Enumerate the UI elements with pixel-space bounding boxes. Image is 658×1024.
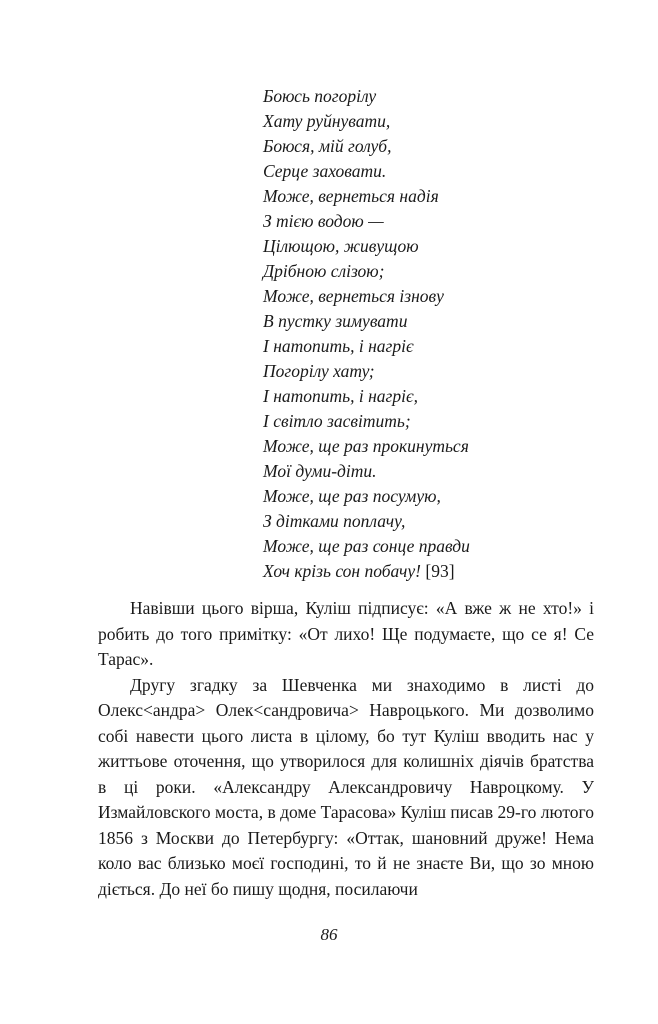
- poem-line: І натопить, і нагріє: [263, 336, 414, 356]
- poem-line: І натопить, і нагріє,: [263, 386, 418, 406]
- poem-line: Мої думи-діти.: [263, 461, 377, 481]
- poem-line: Боюся, мій голуб,: [263, 136, 392, 156]
- page-number: 86: [320, 925, 338, 944]
- poem-line: Може, ще раз посумую,: [263, 486, 441, 506]
- poem-line: Може, вернеться надія: [263, 186, 439, 206]
- poem-line: Може, ще раз прокинуться: [263, 436, 469, 456]
- poem-line: Дрібною слізою;: [263, 261, 385, 281]
- poem-line: Може, вернеться ізнову: [263, 286, 444, 306]
- paragraph: Навівши цього вірша, Куліш підписує: «А вже ж не хто!» і робить до того примітку: «От лихо! Ще подумаєте, що се я! Се Тарас».: [98, 598, 594, 669]
- poem-line: Хату руйнувати,: [263, 111, 391, 131]
- poem: [263, 84, 470, 584]
- poem-line: Погорілу хату;: [263, 361, 375, 381]
- paragraph: Другу згадку за Шевченка ми знаходимо в листі до Олекс<андра> Олек<сандровича> Навроцького. Ми дозволимо собі навести цього листа в цілому, бо тут Куліш вводить нас у життьове оточення, що утворилося для колишніх діячів братства в ці роки. «Александру Александровичу Навроцкому. У Измайловского моста, в доме Тарасова» Куліш писав 29-го лютого 1856 з Москви до Петербургу: «Оттак, шановний друже! Нема коло вас близько моєї господині, то й не знаєте Ви, що зо мною діється. До неї бо пишу щодня, посилаючи: [98, 674, 594, 899]
- poem-line: Серце заховати.: [263, 161, 387, 181]
- poem-line: З дітками поплачу,: [263, 511, 406, 531]
- footnote-reference: [93]: [425, 561, 455, 581]
- body-text: [98, 596, 594, 902]
- poem-last-line: [263, 559, 470, 584]
- poem-line: Цілющою, живущою: [263, 236, 419, 256]
- poem-line: І світло засвітить;: [263, 411, 411, 431]
- poem-line: Може, ще раз сонце правди: [263, 536, 470, 556]
- poem-line: В пустку зимувати: [263, 311, 408, 331]
- poem-line-text: Хоч крізь сон побачу!: [263, 561, 421, 581]
- poem-line: Боюсь погорілу: [263, 86, 377, 106]
- poem-line: З тією водою —: [263, 211, 384, 231]
